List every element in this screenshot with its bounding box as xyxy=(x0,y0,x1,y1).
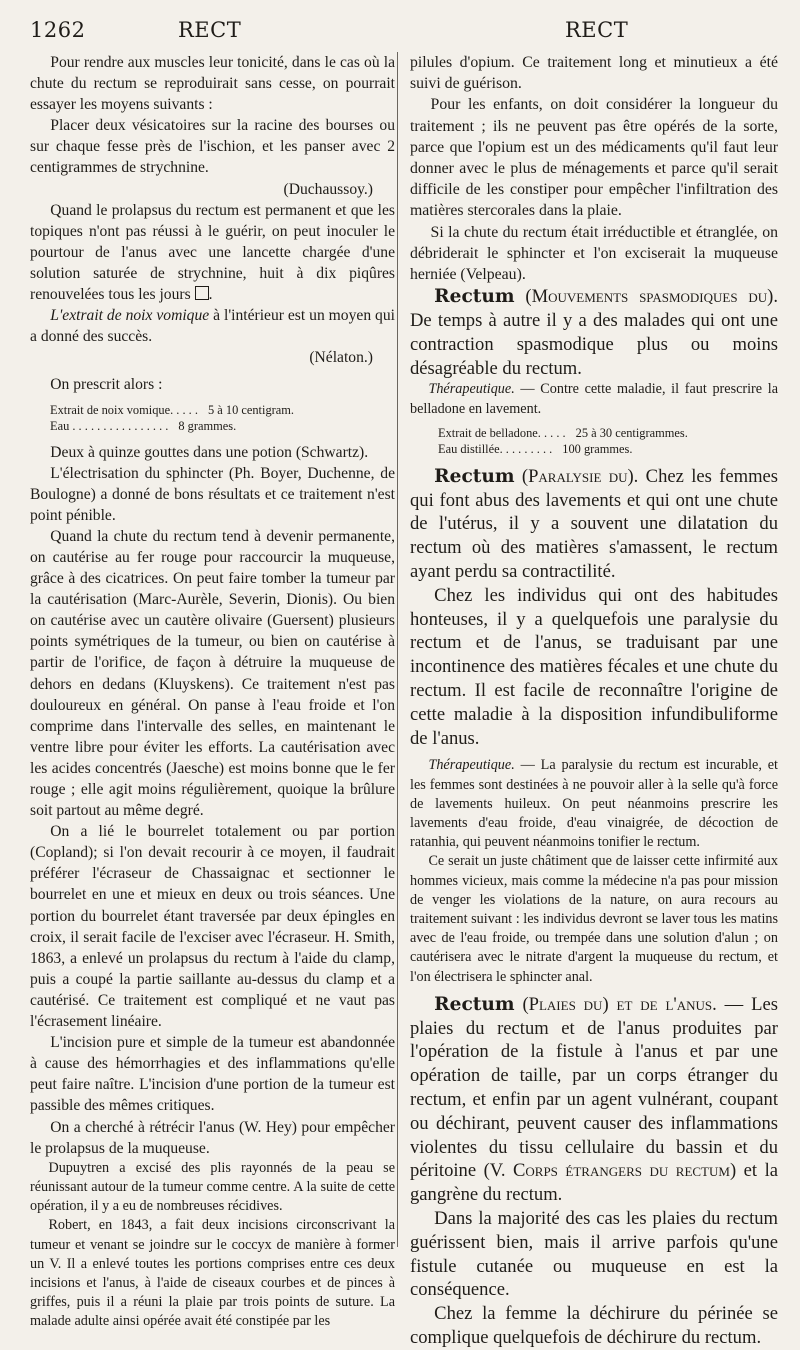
therapeutique-text: — La paralysie du rectum est incurable, et les femmes sont destinées à ne pouvoir aller à la selle qu'à force de lavements huileux. On peut néanmoins prescrire les lavements d'eau froide, d'eau vinaigrée, de décoction de ratanhia, qui peuvent néanmoins tonifier le rectum. xyxy=(410,757,778,851)
paragraph: Dans la majorité des cas les plaies du rectum guérissent bien, mais il arrive parfois qu'une fistule cutanée ou muqueuse en est la conséquence. xyxy=(410,1208,778,1301)
entry-rectum-paralysie xyxy=(410,465,778,584)
formula-dose: 100 grammes. xyxy=(562,441,633,456)
entry-heading: Rectum xyxy=(434,465,515,487)
formula-row xyxy=(50,402,395,418)
entry-rectum-plaies xyxy=(410,993,778,1207)
paragraph: Ce serait un juste châtiment que de laisser cette infirmité aux hommes vicieux, mais comme la médecine n'a pas pour mission de venger les violations de la nature, on aura recours au traitement suivant : les individus devront se laver tous les matins avec de l'eau froide, ou trempée dans une solution d'alun ; on cautérisera avec le nitrate d'argent la muqueuse du rectum, et l'on électrisera le sphincter anal. xyxy=(410,853,778,985)
formula-dose: 25 à 30 centigrammes. xyxy=(575,425,688,440)
entry-title: (Paralysie du). xyxy=(521,465,639,487)
paragraph: On a lié le bourrelet totalement ou par portion (Copland); si l'on devait recourir à ce moyen, il faudrait préférer l'écraseur de Chassaignac et sectionner le bourrelet en une et mieux en deux ou trois séances. Une portion du bourrelet étant traversée par deux épingles en croix, il serait facile de l'exciser avec l'écraseur. H. Smith, 1863, a enlevé un prolapsus du rectum à l'aide du clamp, puis a coupé la partie saillante au-dessus du clamp et a cautérisé. Ce traitement est compliqué et ne vaut pas l'écrasement linéaire. xyxy=(30,823,395,1031)
formula-row xyxy=(438,425,778,441)
entry-text: ) et la gangrène du rectum. xyxy=(410,1160,779,1206)
entry-title: (Mouvements spasmodiques du). xyxy=(525,286,778,308)
paragraph: Placer deux vésicatoires sur la racine des bourses ou sur chaque fesse près de l'ischion, et les panser avec 2 centigrammes de strychnine. xyxy=(30,117,395,177)
formula xyxy=(438,425,778,457)
entry-heading: Rectum xyxy=(434,993,515,1015)
cross-reference: Corps étrangers du rectum xyxy=(512,1160,730,1182)
paragraph-text: à l'intérieur est un moyen qui a donné des succès. xyxy=(30,307,395,346)
right-column xyxy=(410,52,779,1348)
prescription-intro: On prescrit alors : xyxy=(50,376,163,394)
citation: (Duchaussoy.) xyxy=(283,180,373,198)
therapeutique xyxy=(410,756,778,852)
entry-rectum-spasmes xyxy=(410,285,778,380)
entry-title: (Plaies du) et de l'anus. xyxy=(522,993,717,1015)
paragraph: Dupuytren a excisé des plis rayonnés de la peau se réunissant autour de la tumeur comme centre. A la suite de cette opération, il y a eu de nombreuses récidives. xyxy=(30,1159,395,1215)
formula-ingredient: Extrait de noix vomique. . . . . xyxy=(50,402,198,417)
paragraph: Pour les enfants, on doit considérer la longueur du traitement ; ils ne peuvent pas être opérés de la sorte, parce que l'opium est un des médicaments qu'il faut leur donner avec le plus de ménagements et parce qu'il serait difficile de les constiper pour empêcher l'infiltration des matières stercorales dans la plaie. xyxy=(410,96,778,220)
entry-heading: Rectum xyxy=(434,286,515,308)
paragraph: Robert, en 1843, a fait deux incisions circonscrivant la tumeur et venant se joindre sur le coccyx de manière à former un V. Il a enlevé toutes les portions comprises entre ces deux incisions et l'anus, à l'aide de ciseaux courbes et de pinces à griffes, puis il a réuni la plaie par trois points de suture. La malade adulte ainsi opérée avait été constipée par les xyxy=(30,1217,395,1330)
formula-ingredient: Extrait de belladone. . . . . xyxy=(438,425,566,440)
formula-dose: 8 grammes. xyxy=(178,418,237,433)
formula-ingredient: Eau distillée. . . . . . . . . xyxy=(438,441,553,456)
entry-text: Chez les femmes qui font abus des lavements et qui ont une chute de l'utérus, il y a souvent une dilatation du rectum où des matières s'amassent, le rectum ayant perdu sa contractilité. xyxy=(410,465,779,583)
running-title-left: RECT xyxy=(178,18,242,42)
running-title-right: RECT xyxy=(565,18,629,42)
formula xyxy=(50,402,395,434)
citation: (Nélaton.) xyxy=(309,349,373,367)
paragraph: Quand le prolapsus du rectum est permanent et que les topiques n'ont pas réussi à le guérir, on peut inoculer le pourtour de l'anus avec une lancette chargée d'une solution saturée de strychnine, huit à dix piqûres renouvelées tous les jours . xyxy=(30,201,395,304)
formula-row xyxy=(438,441,778,457)
paragraph-text: Quand le prolapsus du rectum est permanent et que les topiques n'ont pas réussi à le guérir, on peut inoculer le pourtour de l'anus avec une lancette chargée d'une solution saturée de strychnine, huit à dix piqûres renouvelées tous les jours xyxy=(30,201,395,304)
paragraph: Deux à quinze gouttes dans une potion (Schwartz). xyxy=(50,443,369,461)
page-number: 1262 xyxy=(30,18,86,42)
formula-row xyxy=(50,418,395,434)
paragraph: Chez la femme la déchirure du périnée se complique quelquefois de déchirure du rectum. xyxy=(410,1303,778,1348)
paragraph: On a cherché à rétrécir l'anus (W. Hey) pour empêcher le prolapsus de la muqueuse. xyxy=(30,1118,395,1157)
paragraph xyxy=(30,305,395,347)
column-divider xyxy=(397,52,398,1247)
paragraph: Pour rendre aux muscles leur tonicité, dans le cas où la chute du rectum se reproduirait sans cesse, on pourrait essayer les moyens suivants : xyxy=(30,54,395,114)
therapeutique xyxy=(410,380,778,418)
therapeutique-label: Thérapeutique. xyxy=(428,757,515,774)
entry-text: — Les plaies du rectum et de l'anus produites par l'opération de la fistule à l'anus et par une opération de taille, par un corps étranger du rectum, et enfin par un agent vulnérant, coupant ou déchirant, peuvent causer des inflammations violentes du tissu cellulaire du bassin et du péritoine (V. xyxy=(410,993,778,1182)
formula-dose: 5 à 10 centigram. xyxy=(207,402,294,417)
emphasis: L'extrait de noix vomique xyxy=(50,307,210,325)
therapeutique-label: Thérapeutique. xyxy=(428,381,515,398)
entry-text: De temps à autre il y a des malades qui ont une contraction spasmodique plus ou moins désagréable du rectum. xyxy=(410,310,778,379)
paragraph: L'électrisation du sphincter (Ph. Boyer, Duchenne, de Boulogne) a donné de bons résultats et ce traitement n'est point pénible. xyxy=(30,464,395,524)
paragraph: L'incision pure et simple de la tumeur est abandonnée à cause des hémorrhagies et des inflammations qu'elle peut faire naître. L'incision d'une portion de la tumeur est passible des mêmes critiques. xyxy=(30,1034,395,1115)
paragraph: pilules d'opium. Ce traitement long et minutieux a été suivi de guérison. xyxy=(410,54,778,93)
paragraph: Quand la chute du rectum tend à devenir permanente, on cautérise au fer rouge pour raccourcir la muqueuse, grâce à des cicatrices. On peut faire tomber la tumeur par la cautérisation (Marc-Aurèle, Severin, Dionis). Ou bien on cautérise avec un cautère olivaire (Guersent) plusieurs points symétriques de la tumeur, ou bien on cautérise à partir de l'orifice, de façon à détruire la muqueuse de dehors en dedans (Kluyskens). Ce traitement n'est pas douloureux en général. On panse à l'eau froide et l'on comprime dans l'intervalle des selles, en maintenant le ventre libre pour éviter les efforts. La cautérisation avec les acides concentrés (Jaesche) est moins bonne que le fer rouge ; elle agit moins régulièrement, quoique la brûlure soit partout au même degré. xyxy=(30,527,395,820)
paragraph: Si la chute du rectum était irréductible et étranglée, on débriderait le sphincter et l'on exciserait la muqueuse herniée (Velpeau). xyxy=(410,223,778,284)
therapeutique-text: — Contre cette maladie, il faut prescrire la belladone en lavement. xyxy=(410,381,778,417)
formula-ingredient: Eau . . . . . . . . . . . . . . . . xyxy=(50,418,169,433)
paragraph: Chez les individus qui ont des habitudes honteuses, il y a quelquefois une paralysie du rectum et de l'anus, se traduisant par une incontinence des matières fécales et une chute du rectum. Il est facile de reconnaître l'origine de cette maladie à la disposition infundibuliforme de l'anus. xyxy=(410,584,778,749)
left-column xyxy=(30,52,395,1330)
box-symbol-icon xyxy=(195,286,209,300)
